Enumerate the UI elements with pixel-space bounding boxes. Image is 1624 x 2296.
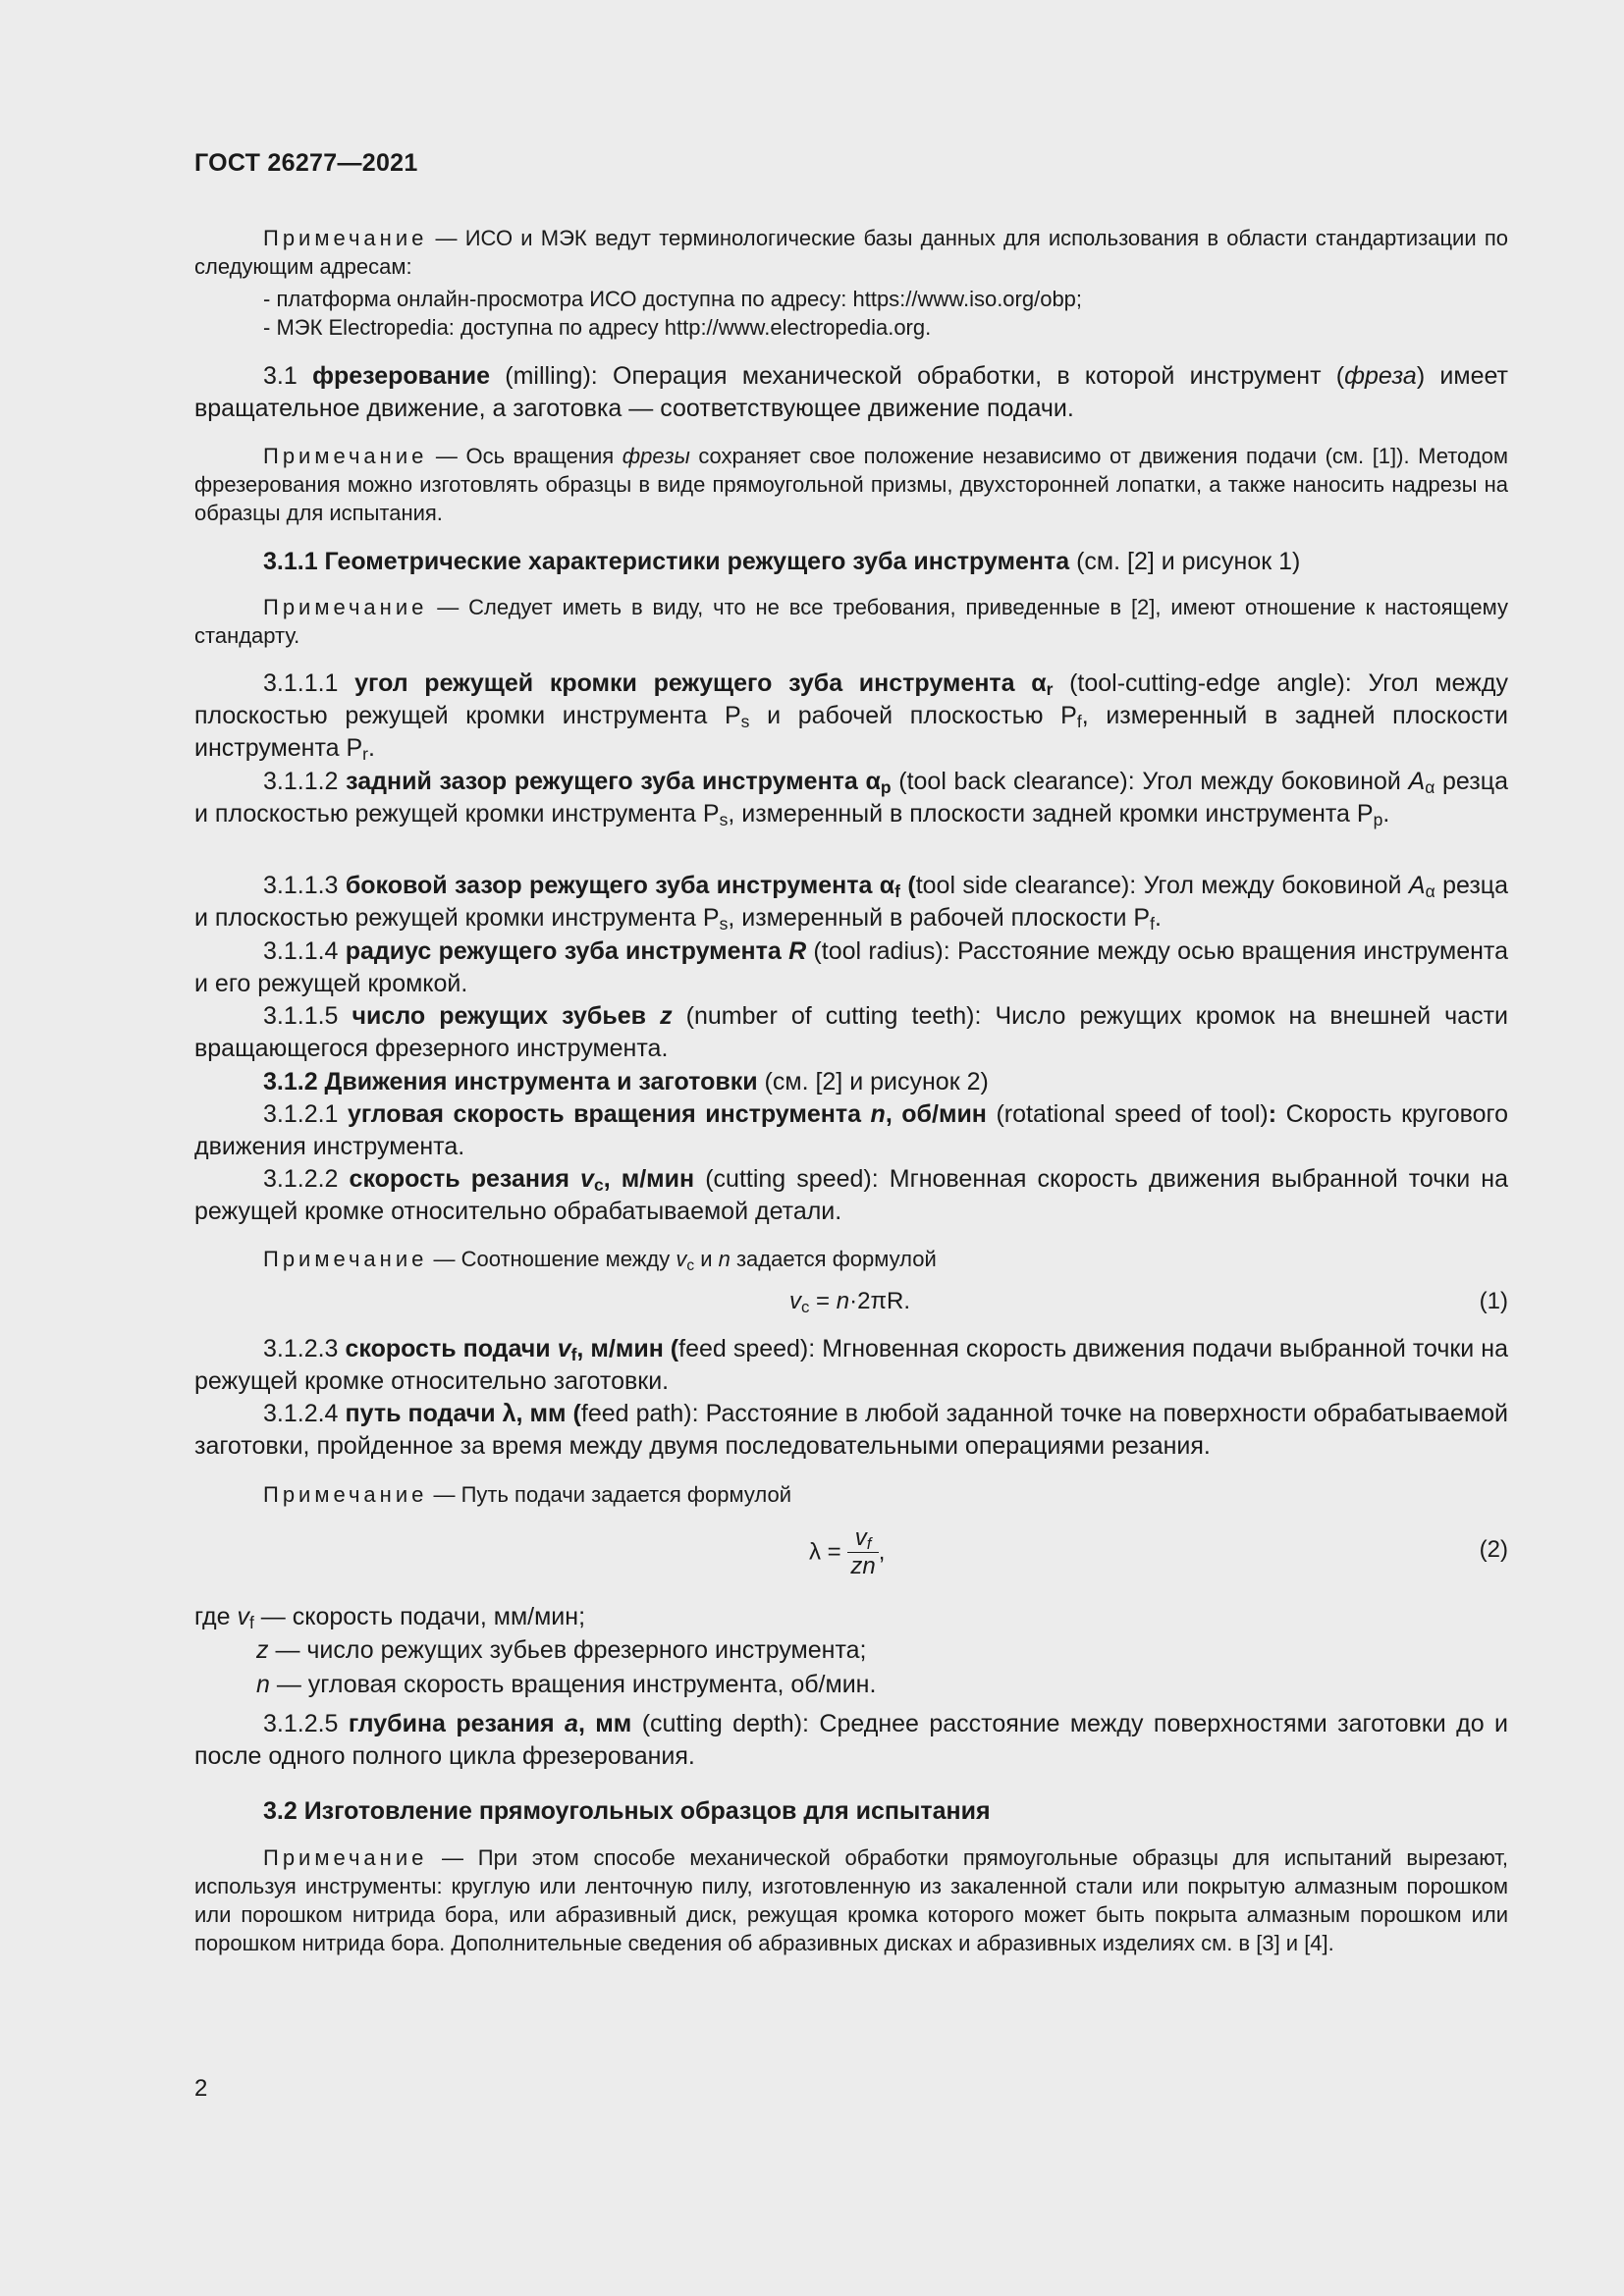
heading-3-2: 3.2 Изготовление прямоугольных образцов для испытания	[263, 1797, 991, 1825]
note-intro-item: - МЭК Electropedia: доступна по адресу http://www.electropedia.org.	[263, 315, 932, 340]
note-3-2: Примечание — При этом способе механической обработки прямоугольные образцы для испытаний вырезают, используя инструменты: круглую или ленточную пилу, изготовленную из закаленной стали или покрытую алмазным порошком или порошком нитрида бора, или абразивный диск, режущая кромка которого может быть покрыта алмазным порошком или порошком нитрида бора. Дополнительные сведения об абразивных дисках и абразивных изделиях см. в [3] и [4].	[194, 1845, 1508, 1955]
page-number: 2	[194, 2075, 208, 2102]
where-item: где $v_f$ — скорость подачи, мм/мин;	[194, 1603, 586, 1632]
term-3-1-1-5: 3.1.1.5 число режущих зубьев z (number of cutting teeth): Число режущих кромок на внешней части вращающегося фрезерного инструмента.	[194, 1002, 1508, 1062]
formula-expression: λ = $\frac{v_f}{zn}$ ,	[809, 1524, 886, 1579]
note-text: ИСО и МЭК ведут терминологические базы данных для использования в области стандартизации по следующим адресам:	[194, 226, 1508, 279]
heading-3-1-2: 3.1.2 Движения инструмента и заготовки (см. [2] и рисунок 2)	[263, 1068, 989, 1095]
note-intro-item: - платформа онлайн-просмотра ИСО доступна по адресу: https://www.iso.org/obp;	[263, 287, 1083, 311]
note-3-1: Примечание — Ось вращения фрезы сохраняет свое положение независимо от движения подачи (см. [1]). Методом фрезерования можно изготовлять образцы в виде прямоугольной призмы, двухсторонней лопатки, а также наносить надрезы на образцы для испытания.	[194, 444, 1508, 525]
where-item: n — угловая скорость вращения инструмента, об/мин.	[256, 1671, 877, 1698]
term-3-1-2-2: 3.1.2.2 скорость резания $v_c$, м/мин (cutting speed): Мгновенная скорость движения выбранной точки на режущей кромке относительно обрабатываемой детали.	[194, 1165, 1508, 1225]
term-3-1-2-5: 3.1.2.5 глубина резания a, мм (cutting depth): Среднее расстояние между поверхностями заготовки до и после одного полного цикла фрезерования.	[194, 1710, 1509, 1770]
fraction: $\frac{v_f}{zn}$	[847, 1524, 878, 1580]
term-3-1-2-3: 3.1.2.3 скорость подачи $v_f$, м/мин (feed speed): Мгновенная скорость движения подачи выбранной точки на режущей кромке относительно заготовки.	[194, 1335, 1508, 1395]
note-intro: Примечание — ИСО и МЭК ведут терминологические базы данных для использования в области стандартизации по следующим адресам:	[194, 226, 1508, 279]
note-3-1-2-4: Примечание — Путь подачи задается формулой	[263, 1482, 791, 1507]
term-3-1-1-3: 3.1.1.3 боковой зазор режущего зуба инструмента $\alpha_f$ (tool side clearance): Угол между боковиной $A_\alpha$ резца и плоскостью режущей кромки инструмента $P_s$, измеренный в рабочей плоскости $P_f$.	[194, 872, 1509, 934]
term-3-1-1-1: 3.1.1.1 угол режущей кромки режущего зуба инструмента $\alpha_r$ (tool-cutting-edge angle): Угол между плоскостью режущей кромки инструмента $P_s$ и рабочей плоскостью $P_f$, измеренный в задней плоскости инструмента $P_r$.	[194, 669, 1509, 764]
term-3-1-1-4: 3.1.1.4 радиус режущего зуба инструмента R (tool radius): Расстояние между осью вращения инструмента и его режущей кромкой.	[194, 937, 1509, 997]
formula-number: (1)	[1479, 1288, 1508, 1314]
note-label: Примечание	[263, 226, 428, 250]
term-3-1: 3.1 фрезерование (milling): Операция механической обработки, в которой инструмент (фреза) имеет вращательное движение, а заготовка — соответствующее движение подачи.	[194, 362, 1509, 422]
document-id: ГОСТ 26277—2021	[194, 149, 418, 177]
formula-expression: $v_c = n\cdot 2\pi R$.	[789, 1288, 911, 1316]
term-3-1-2-4: 3.1.2.4 путь подачи λ, мм (feed path): Расстояние в любой заданной точке на поверхности обрабатываемой заготовки, пройденное за время между двумя последовательными операциями резания.	[194, 1400, 1509, 1460]
note-3-1-1: Примечание — Следует иметь в виду, что не все требования, приведенные в [2], имеют отношение к настоящему стандарту.	[194, 595, 1508, 648]
term-3-1-1-2: 3.1.1.2 задний зазор режущего зуба инструмента $\alpha_p$ (tool back clearance): Угол между боковиной $A_\alpha$ резца и плоскостью режущей кромки инструмента $P_s$, измеренный в плоскости задней кромки инструмента $P_p$.	[194, 768, 1508, 829]
formula-number: (2)	[1479, 1536, 1508, 1563]
heading-3-1-1: 3.1.1 Геометрические характеристики режущего зуба инструмента (см. [2] и рисунок 1)	[263, 548, 1301, 575]
term-3-1-2-1: 3.1.2.1 угловая скорость вращения инструмента n, об/мин (rotational speed of tool): Скорость кругового движения инструмента.	[194, 1100, 1508, 1160]
where-item: z — число режущих зубьев фрезерного инструмента;	[256, 1636, 867, 1664]
note-3-1-2-2: Примечание — Соотношение между $v_c$ и n задается формулой	[263, 1247, 937, 1274]
